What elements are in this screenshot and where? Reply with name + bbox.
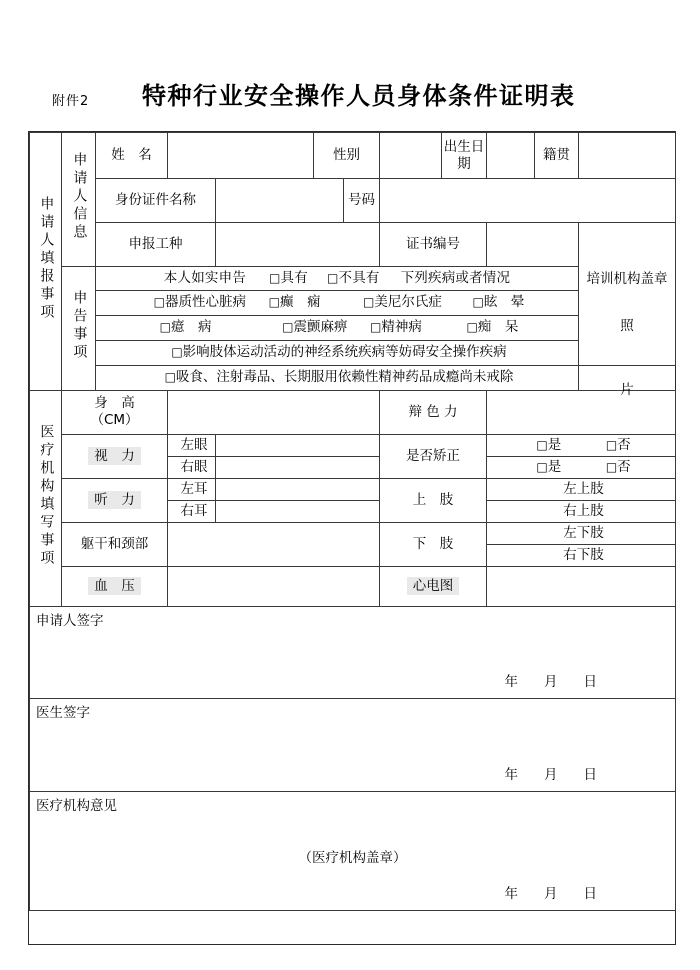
checkbox-vertigo[interactable]: □ — [472, 295, 484, 309]
section-label-medical — [30, 390, 62, 606]
date-month-institution: 月 — [544, 885, 558, 902]
row-institution-opinion — [30, 791, 676, 910]
label-blood-pressure-text: 血 压 — [88, 577, 141, 596]
section-label-applicant — [30, 133, 62, 391]
label-corrected-right-yes: 是 — [547, 458, 562, 475]
label-blood-pressure — [62, 566, 168, 606]
label-vision-left-eye: 左眼 — [168, 434, 216, 456]
field-ecg[interactable] — [487, 566, 676, 606]
label-vision-right-eye: 右眼 — [168, 456, 216, 478]
label-hearing-text: 听 力 — [88, 491, 141, 510]
date-year-doctor: 年 — [504, 766, 519, 783]
label-upper-limb: 上 肢 — [380, 478, 487, 522]
field-id-type[interactable] — [216, 179, 344, 223]
disease-label-drug-addiction: 吸食、注射毒品、长期服用依赖性精神药品成瘾尚未戒除 — [175, 368, 514, 385]
row-job-and-certificate — [30, 223, 676, 267]
declaration-prefix: 本人如实申告 — [163, 270, 246, 287]
date-year-applicant: 年 — [504, 673, 519, 690]
row-vision-left — [30, 434, 676, 456]
row-doctor-signature — [30, 698, 676, 791]
checkbox-has[interactable]: □ — [269, 271, 281, 286]
disease-label-hysteria: 癔 病 — [171, 318, 212, 335]
label-hearing-left-ear: 左耳 — [168, 478, 216, 500]
checkbox-corrected-right-no[interactable]: □ — [605, 459, 618, 474]
disease-label-epilepsy: 癫 痫 — [279, 294, 321, 310]
certificate-form-table — [28, 131, 676, 945]
field-vision-right-eye[interactable] — [216, 456, 380, 478]
label-trunk-neck: 躯干和颈部 — [62, 522, 168, 566]
checkbox-organic-heart-disease[interactable]: □ — [153, 295, 166, 309]
institution-opinion-block[interactable] — [30, 791, 676, 910]
label-color-vision: 辩 色 力 — [380, 390, 487, 434]
field-upper-limb-right[interactable]: 右上肢 — [487, 500, 676, 522]
field-applied-job-type[interactable] — [216, 223, 380, 267]
date-day-institution: 日 — [583, 885, 598, 902]
disease-row-4 — [96, 365, 579, 390]
declaration-option-not-has: 不具有 — [338, 270, 380, 287]
label-corrected-left-no: 否 — [617, 436, 631, 453]
subsection-label-applicant-info-text: 申请人信息 — [71, 152, 88, 243]
field-blood-pressure[interactable] — [168, 566, 380, 606]
disease-label-nervous-system-disease: 影响肢体运动活动的神经系统疾病等妨碍安全操作疾病 — [182, 343, 507, 360]
field-height[interactable] — [168, 390, 380, 434]
section-label-applicant-text: 申请人填报事项 — [38, 195, 55, 322]
checkbox-not-has[interactable]: □ — [326, 271, 339, 286]
date-day-doctor: 日 — [583, 766, 598, 783]
checkbox-parkinsons[interactable]: □ — [282, 319, 294, 334]
label-ecg — [380, 566, 487, 606]
label-ecg-text: 心电图 — [407, 577, 460, 596]
photo-label-line2: 片 — [620, 381, 634, 398]
field-native-place[interactable] — [579, 133, 676, 179]
disease-row-1 — [96, 291, 579, 316]
field-corrected-vision-left — [487, 434, 676, 456]
checkbox-dementia[interactable]: □ — [466, 319, 478, 334]
field-upper-limb-left[interactable]: 左上肢 — [487, 478, 676, 500]
checkbox-epilepsy[interactable]: □ — [268, 295, 280, 309]
disease-label-mental-illness: 精神病 — [381, 318, 422, 335]
checkbox-nervous-system-disease[interactable]: □ — [171, 344, 183, 359]
subsection-label-declaration — [62, 267, 96, 391]
label-gender: 性别 — [314, 133, 380, 179]
declaration-statement — [96, 267, 579, 291]
field-hearing-left-ear[interactable] — [216, 478, 380, 500]
disease-label-organic-heart-disease: 器质性心脏病 — [165, 294, 247, 310]
disease-row-2 — [96, 315, 579, 340]
field-hearing-right-ear[interactable] — [216, 500, 380, 522]
label-applied-job-type: 申报工种 — [96, 223, 216, 267]
document-header — [0, 76, 700, 120]
date-month-doctor: 月 — [544, 766, 558, 783]
checkbox-menieres-disease[interactable]: □ — [363, 295, 375, 309]
declaration-option-has: 具有 — [280, 270, 308, 287]
label-vision — [62, 434, 168, 478]
label-native-place: 籍贯 — [535, 133, 579, 179]
subsection-label-declaration-text: 申告事项 — [71, 289, 88, 362]
field-trunk-neck[interactable] — [168, 522, 380, 566]
field-vision-left-eye[interactable] — [216, 434, 380, 456]
photo-area[interactable] — [579, 223, 676, 398]
disease-label-parkinsons: 震颤麻痹 — [293, 318, 348, 335]
applicant-signature-block[interactable] — [30, 606, 676, 698]
label-hearing-right-ear: 右耳 — [168, 500, 216, 522]
disease-label-menieres-disease: 美尼尔氏症 — [374, 294, 442, 310]
row-identity-document — [30, 179, 676, 223]
field-id-number[interactable] — [380, 179, 676, 223]
label-vision-text: 视 力 — [88, 447, 141, 466]
label-id-type: 身份证件名称 — [96, 179, 216, 223]
date-year-institution: 年 — [504, 885, 519, 902]
checkbox-corrected-left-yes[interactable]: □ — [536, 437, 548, 452]
institution-signature-date[interactable] — [505, 886, 598, 903]
photo-label-line1: 照 — [620, 317, 634, 334]
subsection-label-applicant-info — [62, 133, 96, 267]
applicant-signature-label: 申请人签字 — [36, 612, 104, 629]
checkbox-hysteria[interactable]: □ — [159, 319, 172, 334]
label-hearing — [62, 478, 168, 522]
row-basic-identity — [30, 133, 676, 179]
field-name[interactable] — [168, 133, 314, 179]
field-lower-limb-right[interactable]: 右下肢 — [487, 544, 676, 566]
page-title: 特种行业安全操作人员身体条件证明表 — [142, 82, 576, 110]
field-birth-date[interactable] — [487, 133, 535, 179]
checkbox-drug-addiction[interactable]: □ — [164, 369, 176, 384]
doctor-signature-block[interactable] — [30, 698, 676, 791]
disease-label-vertigo: 眩 晕 — [483, 294, 525, 310]
disease-label-dementia: 痴 呆 — [477, 318, 519, 335]
checkbox-corrected-left-no[interactable]: □ — [605, 437, 618, 452]
label-id-number: 号码 — [344, 179, 380, 223]
institution-seal-note: （医疗机构盖章） — [298, 849, 407, 866]
disease-row-3 — [96, 340, 579, 365]
label-height-text: 身 高 — [94, 395, 135, 412]
checkbox-mental-illness[interactable]: □ — [370, 319, 382, 334]
label-certificate-number: 证书编号 — [380, 223, 487, 267]
label-birth-date: 出生日期 — [442, 133, 487, 179]
field-gender[interactable] — [380, 133, 442, 179]
training-institution-seal-label: 培训机构盖章 — [586, 270, 668, 287]
label-corrected-right-no: 否 — [617, 458, 631, 475]
label-corrected-left-yes: 是 — [547, 436, 562, 453]
doctor-signature-label: 医生签字 — [36, 704, 90, 721]
applicant-signature-date[interactable] — [505, 674, 598, 691]
attachment-label: 附件2 — [52, 94, 90, 109]
field-certificate-number[interactable] — [487, 223, 579, 267]
row-applicant-signature — [30, 606, 676, 698]
checkbox-corrected-right-yes[interactable]: □ — [536, 459, 548, 474]
section-label-medical-text: 医疗机构填写事项 — [38, 423, 55, 568]
row-trunk-lower-left — [30, 522, 676, 544]
label-height-unit: （CM） — [90, 412, 139, 428]
label-height — [62, 390, 168, 434]
label-name: 姓 名 — [96, 133, 168, 179]
declaration-suffix: 下列疾病或者情况 — [400, 270, 511, 287]
field-lower-limb-left[interactable]: 左下肢 — [487, 522, 676, 544]
field-corrected-vision-right — [487, 456, 676, 478]
date-day-applicant: 日 — [583, 673, 598, 690]
doctor-signature-date[interactable] — [505, 767, 598, 784]
row-hearing-left — [30, 478, 676, 500]
label-corrected: 是否矫正 — [380, 434, 487, 478]
institution-opinion-label: 医疗机构意见 — [36, 797, 117, 814]
date-month-applicant: 月 — [544, 673, 558, 690]
label-lower-limb: 下 肢 — [380, 522, 487, 566]
row-bloodpressure-ecg — [30, 566, 676, 606]
